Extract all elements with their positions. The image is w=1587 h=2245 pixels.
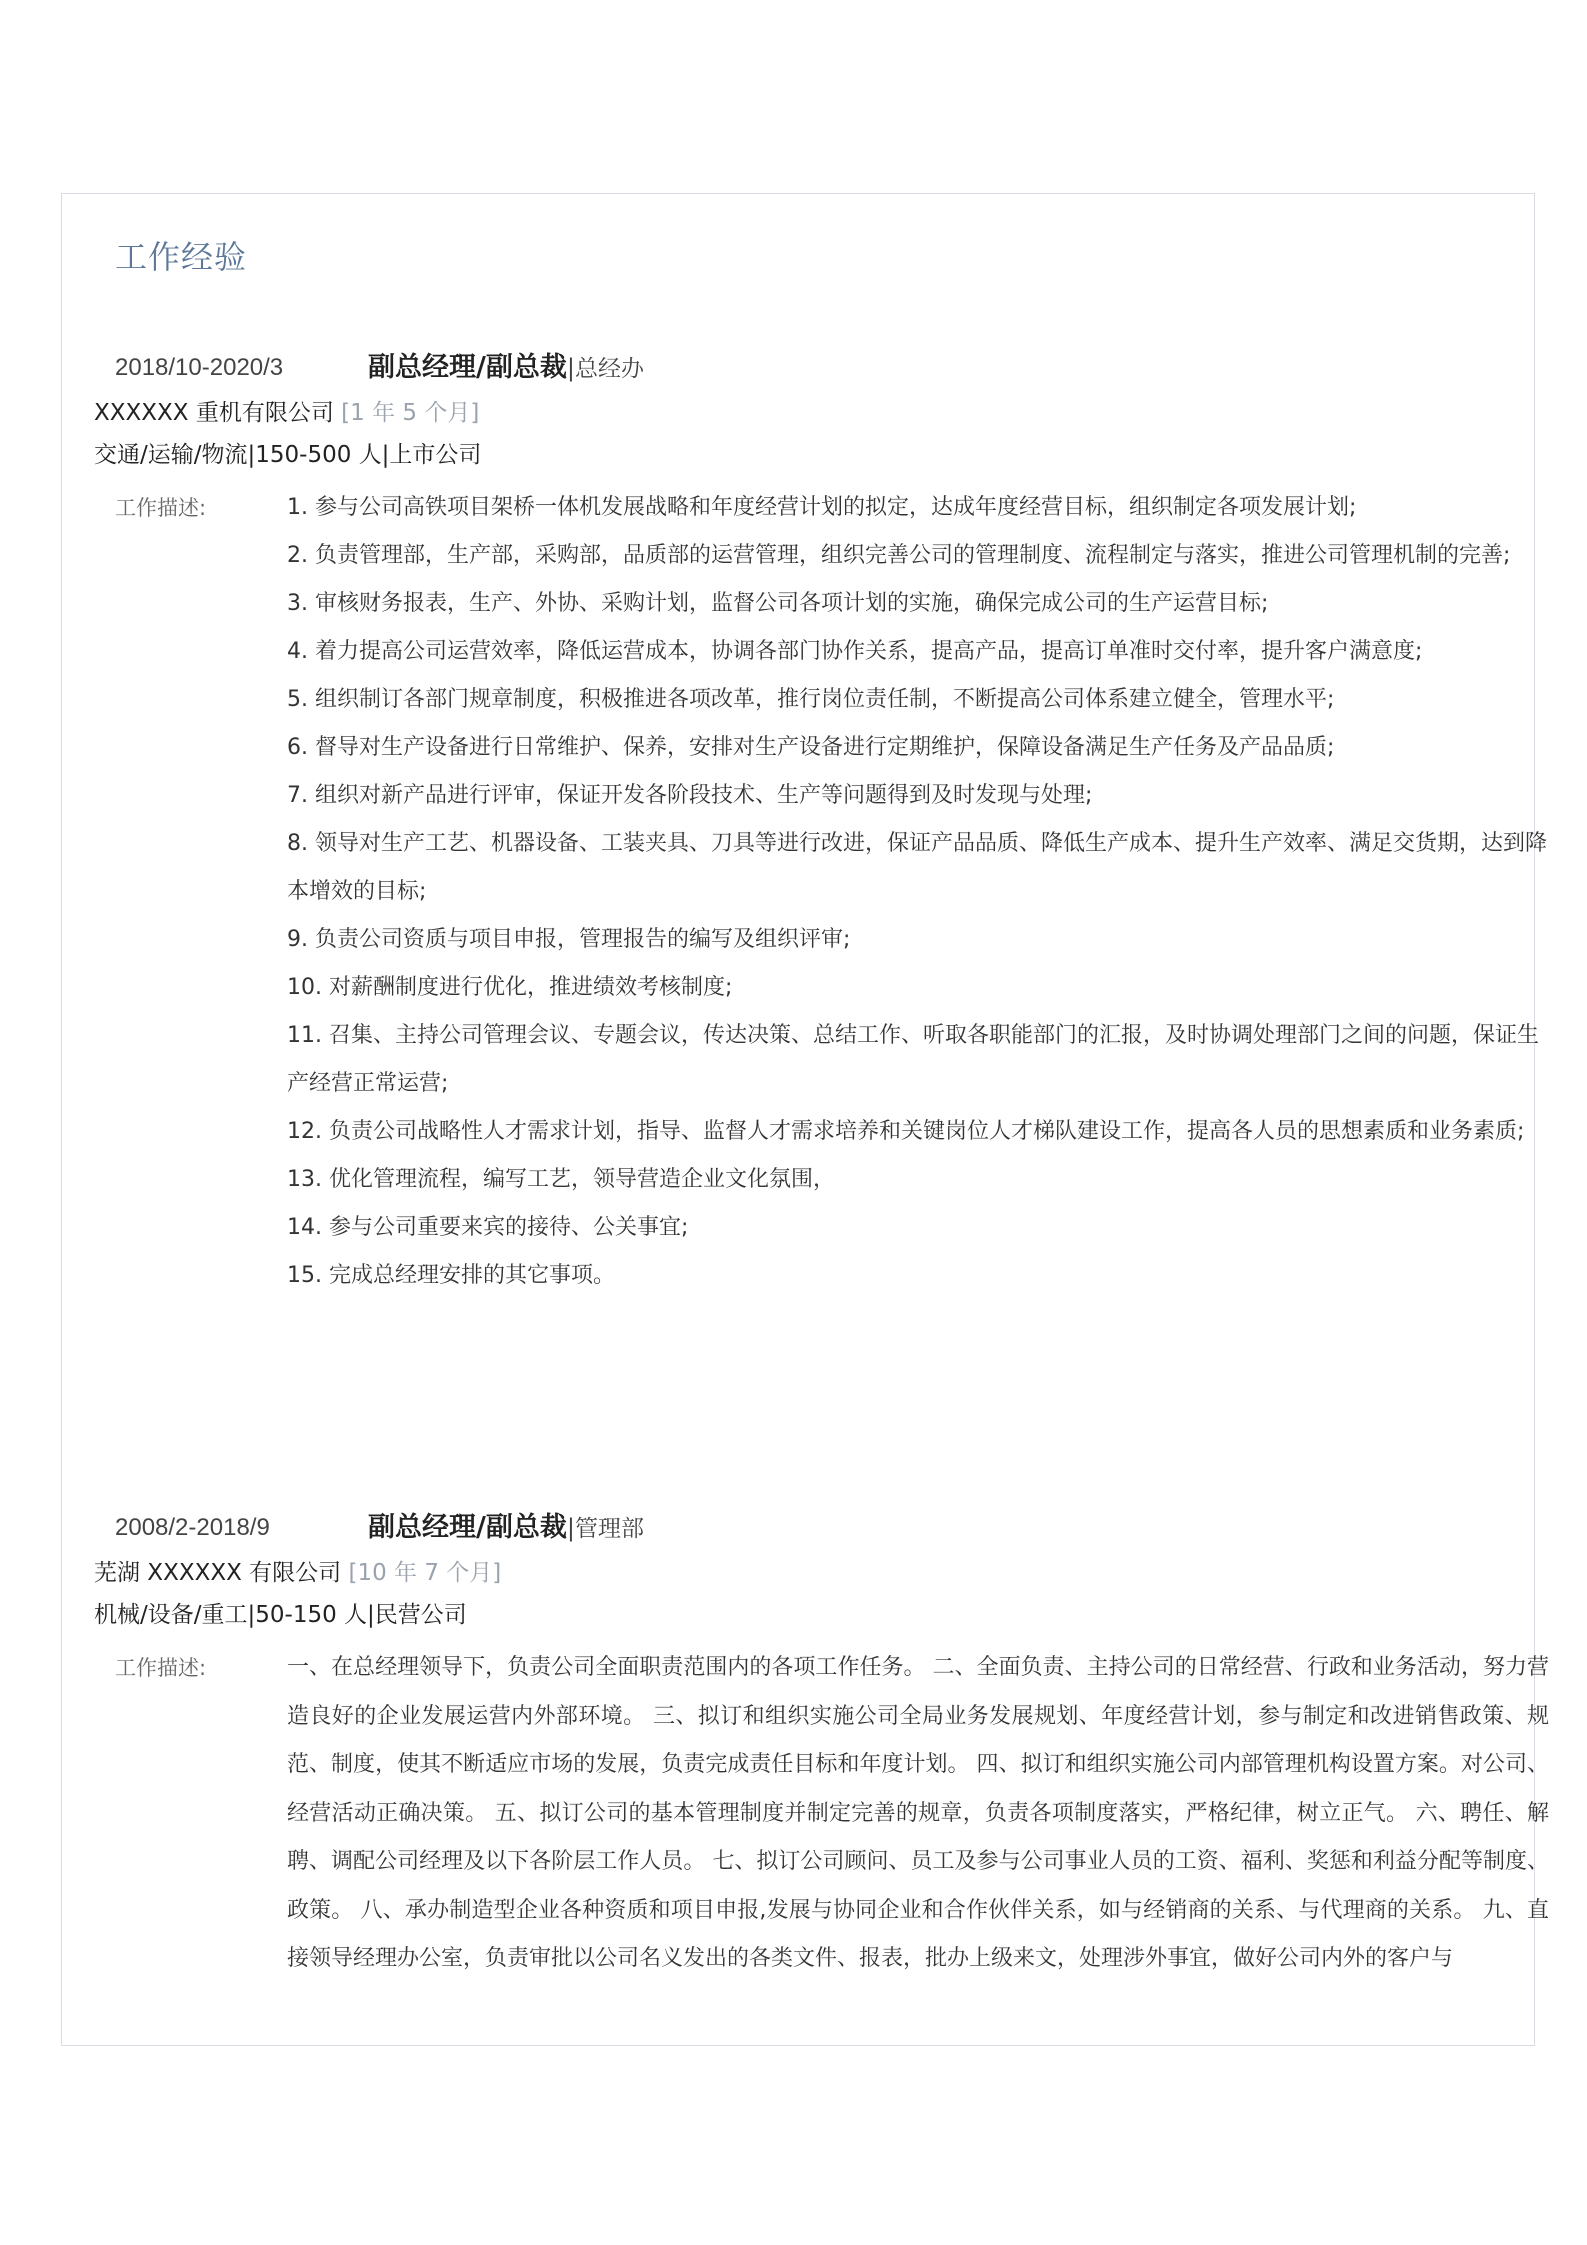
job-entry xyxy=(62,346,1547,1300)
job-period: 2008/2-2018/9 xyxy=(115,1514,270,1541)
description-label: 工作描述: xyxy=(115,1656,207,1680)
duty-item: 1. 参与公司高铁项目架桥一体机发展战略和年度经营计划的拟定，达成年度经营目标，组织制定各项发展计划; xyxy=(287,495,1357,520)
duty-item: 7. 组织对新产品进行评审，保证开发各阶段技术、生产等问题得到及时发现与处理; xyxy=(287,783,1093,808)
job-period: 2018/10-2020/3 xyxy=(115,354,284,381)
duty-item: 4. 着力提高公司运营效率，降低运营成本，协调各部门协作关系，提高产品，提高订单准时交付率，提升客户满意度; xyxy=(287,639,1423,664)
duty-item: 3. 审核财务报表，生产、外协、采购计划，监督公司各项计划的实施，确保完成公司的生产运营目标; xyxy=(287,591,1269,616)
job-entry xyxy=(62,1506,1549,1984)
duty-item: 5. 组织制订各部门规章制度，积极推进各项改革，推行岗位责任制，不断提高公司体系建立健全，管理水平; xyxy=(287,687,1335,712)
industry-line: 机械/设备/重工|50-150 人|民营公司 xyxy=(94,1602,467,1628)
duty-item: 15. 完成总经理安排的其它事项。 xyxy=(287,1263,615,1288)
job-title-line xyxy=(368,1506,644,1553)
job-description xyxy=(62,484,1547,1300)
job-department: 总经办 xyxy=(574,356,644,382)
industry-line: 交通/运输/物流|150-500 人|上市公司 xyxy=(94,442,482,468)
job-department: 管理部 xyxy=(574,1516,644,1542)
job-title-line xyxy=(368,346,644,393)
duty-item: 13. 优化管理流程，编写工艺，领导营造企业文化氛围， xyxy=(287,1167,835,1192)
job-description xyxy=(62,1644,1549,1984)
title-separator: | xyxy=(566,354,575,382)
duty-item: 10. 对薪酬制度进行优化，推进绩效考核制度; xyxy=(287,975,733,1000)
job-header xyxy=(62,346,1534,392)
title-separator: | xyxy=(566,1514,575,1542)
duty-item: 2. 负责管理部，生产部，采购部，品质部的运营管理，组织完善公司的管理制度、流程制定与落实，推进公司管理机制的完善; xyxy=(287,543,1511,568)
job-header xyxy=(62,1506,1534,1552)
job-duration: [1 年 5 个月] xyxy=(341,400,480,426)
duty-item: 12. 负责公司战略性人才需求计划，指导、监督人才需求培养和关键岗位人才梯队建设工作，提高各人员的思想素质和业务素质; xyxy=(287,1119,1525,1144)
job-title: 副总经理/副总裁 xyxy=(368,352,567,383)
work-experience-card xyxy=(61,193,1549,2046)
duty-item: 9. 负责公司资质与项目申报，管理报告的编写及组织评审; xyxy=(287,927,851,952)
description-text: 一、在总经理领导下，负责公司全面职责范围内的各项工作任务。 二、全面负责、主持公司的日常经营、行政和业务活动，努力营造良好的企业发展运营内外部环境。 三、拟订和组织实施公司全局业务发展规划、年度经营计划，参与制定和改进销售政策、规范、制度，使其不断适应市场的发展，负责完成责任目标和年度计划。 四、拟订和组织实施公司内部管理机构设置方案。对公司、经营活动正确决策。 五、拟订公司的基本管理制度并制定完善的规章，负责各项制度落实，严格纪律，树立正气。 六、聘任、解聘、调配公司经理及以下各阶层工作人员。 七、拟订公司顾问、员工及参与公司事业人员的工资、福利、奖惩和利益分配等制度、政策。 八、承办制造型企业各种资质和项目申报,发展与协同企业和合作伙伴关系，如与经销商的关系、与代理商的关系。 九、直接领导经理办公室，负责审批以公司名义发出的各类文件、报表，批办上级来文，处理涉外事宜，做好公司内外的客户与 xyxy=(287,1655,1549,1971)
section-title: 工作经验 xyxy=(115,238,248,276)
company-name: XXXXXX 重机有限公司 xyxy=(94,400,334,426)
company-line xyxy=(94,392,1534,434)
job-duration: [10 年 7 个月] xyxy=(348,1560,502,1586)
duty-item: 8. 领导对生产工艺、机器设备、工装夹具、刀具等进行改进，保证产品品质、降低生产成本、提升生产效率、满足交货期，达到降本增效的目标; xyxy=(287,831,1547,904)
duty-list xyxy=(287,484,1547,1300)
company-name: 芜湖 XXXXXX 有限公司 xyxy=(94,1560,342,1586)
description-label: 工作描述: xyxy=(115,496,207,520)
duty-item: 14. 参与公司重要来宾的接待、公关事宜; xyxy=(287,1215,689,1240)
company-line xyxy=(94,1552,1534,1594)
duty-item: 6. 督导对生产设备进行日常维护、保养，安排对生产设备进行定期维护，保障设备满足生产任务及产品品质; xyxy=(287,735,1335,760)
job-title: 副总经理/副总裁 xyxy=(368,1512,567,1543)
duty-item: 11. 召集、主持公司管理会议、专题会议，传达决策、总结工作、听取各职能部门的汇报，及时协调处理部门之间的问题，保证生产经营正常运营; xyxy=(287,1023,1539,1096)
